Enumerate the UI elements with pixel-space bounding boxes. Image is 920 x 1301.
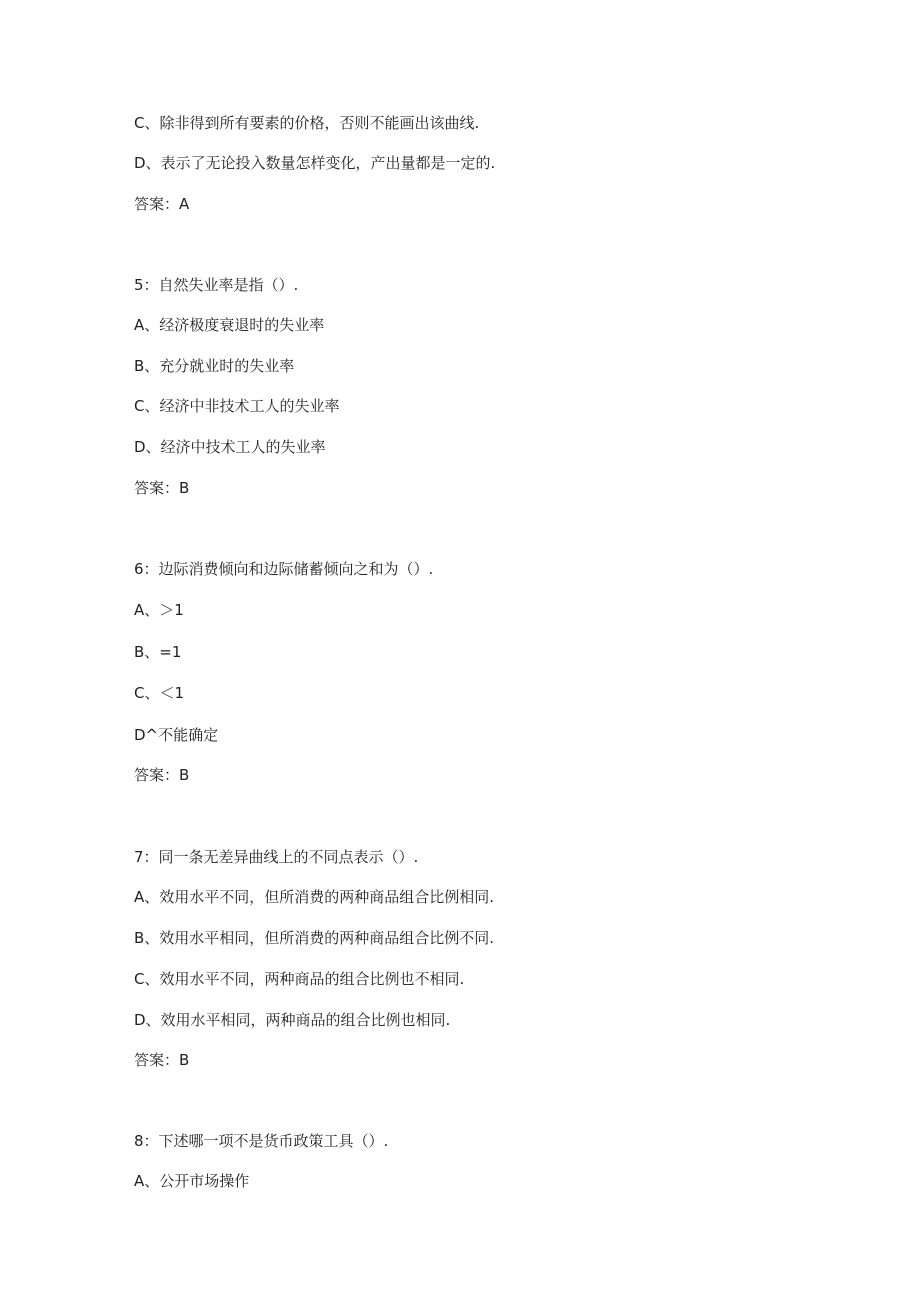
q6-option-d: D^不能确定: [134, 726, 219, 744]
q7-option-c: C、效用水平不同，两种商品的组合比例也不相同.: [134, 970, 465, 988]
q7-option-d: D、效用水平相同，两种商品的组合比例也相同.: [134, 1011, 451, 1029]
q5-option-d: D、经济中技术工人的失业率: [134, 438, 326, 456]
q5-option-a: A、经济极度衰退时的失业率: [134, 316, 325, 334]
q6-answer: 答案：B: [134, 766, 190, 784]
q6-option-a: A、＞1: [134, 601, 184, 619]
q6-option-c: C、＜1: [134, 684, 185, 702]
q6-option-b: B、=1: [134, 643, 182, 661]
q7-stem: 7：同一条无差异曲线上的不同点表示（）.: [134, 848, 419, 866]
q5-option-b: B、充分就业时的失业率: [134, 357, 295, 375]
q5-option-c: C、经济中非技术工人的失业率: [134, 397, 340, 415]
q4-answer: 答案：A: [134, 195, 190, 213]
q5-answer: 答案：B: [134, 479, 190, 497]
q4-option-d: D、表示了无论投入数量怎样变化，产出量都是一定的.: [134, 154, 496, 172]
q5-stem: 5：自然失业率是指（）.: [134, 276, 299, 294]
q7-option-b: B、效用水平相同，但所消费的两种商品组合比例不同.: [134, 929, 495, 947]
q4-option-c: C、除非得到所有要素的价格，否则不能画出该曲线.: [134, 114, 480, 132]
q6-stem: 6：边际消费倾向和边际储蓄倾向之和为（）.: [134, 560, 434, 578]
q7-option-a: A、效用水平不同，但所消费的两种商品组合比例相同.: [134, 888, 495, 906]
q7-answer: 答案：B: [134, 1051, 190, 1069]
q8-stem: 8：下述哪一项不是货币政策工具（）.: [134, 1132, 389, 1150]
q8-option-a: A、公开市场操作: [134, 1172, 250, 1190]
